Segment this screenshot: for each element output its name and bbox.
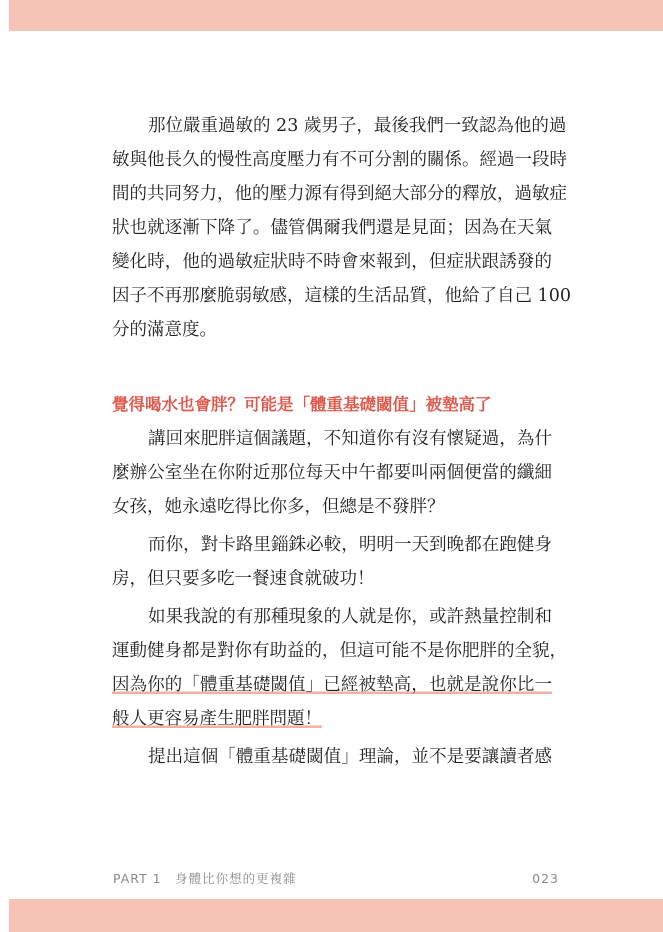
paragraph-line: 狀也就逐漸下降了。儘管偶爾我們還是見面；因為在天氣 bbox=[112, 218, 552, 238]
paragraph-line: 因子不再那麼脆弱敏感，這樣的生活品質，他給了自己 100 bbox=[112, 286, 571, 306]
paragraph-line: 而你，對卡路里錙銖必較，明明一天到晚都在跑健身 bbox=[148, 535, 552, 555]
paragraph-line: 分的滿意度。 bbox=[112, 320, 217, 340]
paragraph-line: 變化時，他的過敏症狀時不時會來報到，但症狀跟誘發的 bbox=[112, 252, 552, 272]
footer-chapter-title: PART 1 身體比你想的更複雜 bbox=[113, 871, 297, 886]
bottom-color-band bbox=[9, 899, 663, 932]
paragraph-line: 敏與他長久的慢性高度壓力有不可分割的關係。經過一段時 bbox=[112, 150, 567, 170]
highlighted-line bbox=[112, 673, 552, 697]
top-color-band bbox=[9, 0, 663, 31]
paragraph-line: 間的共同努力，他的壓力源有得到絕大部分的釋放，過敏症 bbox=[112, 184, 567, 204]
paragraph-line: 運動健身都是對你有助益的，但這可能不是你肥胖的全貌， bbox=[112, 641, 567, 661]
paragraph-line: 麼辦公室坐在你附近那位每天中午都要叫兩個便當的纖細 bbox=[112, 463, 552, 483]
paragraph-line: 講回來肥胖這個議題，不知道你有沒有懷疑過，為什 bbox=[148, 429, 552, 449]
highlighted-text: 般人更容易產生肥胖問題！ bbox=[112, 709, 322, 729]
highlighted-text: 因為你的「體重基礎閾值」已經被墊高，也就是說你比一 bbox=[112, 675, 552, 695]
paragraph-line: 如果我說的有那種現象的人就是你，或許熱量控制和 bbox=[148, 607, 552, 627]
paragraph-line: 提出這個「體重基礎閾值」理論，並不是要讓讀者感 bbox=[148, 747, 552, 767]
section-heading: 覺得喝水也會胖？可能是「體重基礎閾值」被墊高了 bbox=[112, 395, 492, 414]
highlighted-line bbox=[112, 707, 552, 731]
paragraph-line: 那位嚴重過敏的 23 歲男子，最後我們一致認為他的過 bbox=[148, 116, 567, 136]
page-number: 023 bbox=[532, 871, 559, 886]
paragraph-line: 女孩，她永遠吃得比你多，但總是不發胖？ bbox=[112, 497, 445, 517]
paragraph-line: 房，但只要多吃一餐速食就破功！ bbox=[112, 569, 375, 589]
